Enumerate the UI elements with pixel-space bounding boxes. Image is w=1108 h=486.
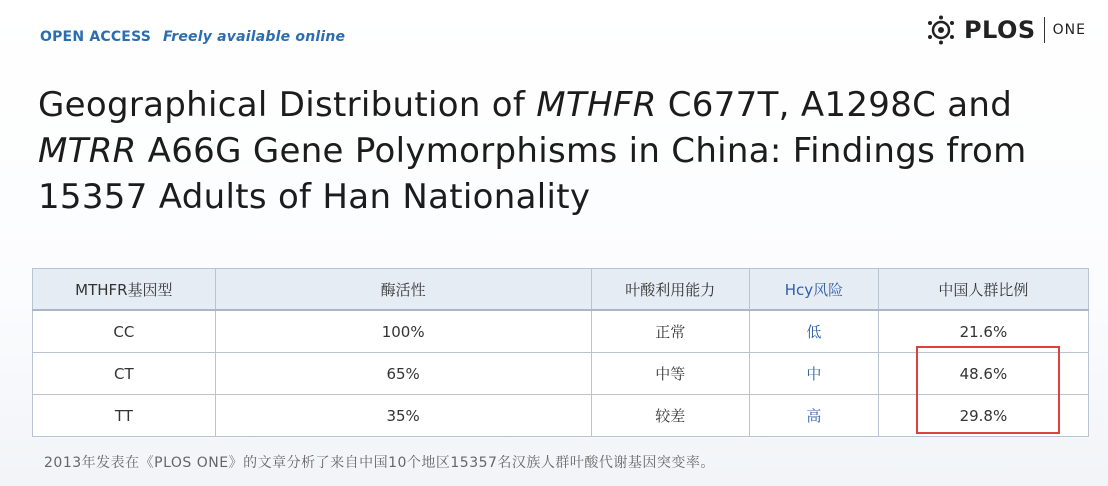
cell-genotype: CC: [33, 310, 216, 353]
header-genotype: MTHFR基因型: [33, 269, 216, 311]
genotype-table: [32, 268, 1089, 437]
cell-hcy-risk: 低: [750, 310, 879, 353]
cell-folate-utilization: 中等: [591, 353, 749, 395]
cell-population-ratio: 48.6%: [878, 353, 1088, 395]
title-part-2: C677T, A1298C and: [656, 85, 1013, 125]
cell-enzyme-activity: 65%: [215, 353, 591, 395]
cell-population-ratio: 21.6%: [878, 310, 1088, 353]
cell-folate-utilization: 较差: [591, 395, 749, 437]
plos-name: PLOS: [963, 16, 1036, 44]
title-gene-mthfr: MTHFR: [536, 85, 657, 125]
table-row: [33, 353, 1089, 395]
title-gene-mtrr: MTRR: [38, 131, 137, 171]
title-part-3: A66G Gene Polymorphisms in China: Findings from 15357 Adults of Han Nationality: [38, 131, 1027, 217]
genotype-table-wrapper: [32, 268, 1089, 435]
plos-logo-icon: [926, 15, 956, 45]
plos-one-label: ONE: [1052, 22, 1086, 38]
header-folate-utilization: 叶酸利用能力: [591, 269, 749, 311]
cell-folate-utilization: 正常: [591, 310, 749, 353]
article-title: [38, 82, 1088, 220]
table-header-row: [33, 269, 1089, 311]
open-access-label: OPEN ACCESS: [40, 29, 152, 45]
header-enzyme-activity: 酶活性: [215, 269, 591, 311]
header-population-ratio: 中国人群比例: [878, 269, 1088, 311]
cell-enzyme-activity: 100%: [215, 310, 591, 353]
cell-genotype: CT: [33, 353, 216, 395]
freely-available-label: Freely available online: [163, 29, 346, 45]
open-access-badge: [40, 24, 345, 50]
image-caption: 2013年发表在《PLOS ONE》的文章分析了来自中国10个地区15357名汉族人群叶酸代谢基因突变率。: [44, 455, 715, 471]
cell-enzyme-activity: 35%: [215, 395, 591, 437]
plos-one-logo: [926, 14, 1086, 46]
title-part-1: Geographical Distribution of: [38, 85, 537, 125]
table-row: [33, 395, 1089, 437]
cell-hcy-risk: 高: [750, 395, 879, 437]
cell-population-ratio: 29.8%: [878, 395, 1088, 437]
header-hcy-risk: Hcy风险: [750, 269, 879, 311]
cell-hcy-risk: 中: [750, 353, 879, 395]
logo-divider: [1044, 17, 1045, 43]
cell-genotype: TT: [33, 395, 216, 437]
table-row: [33, 310, 1089, 353]
